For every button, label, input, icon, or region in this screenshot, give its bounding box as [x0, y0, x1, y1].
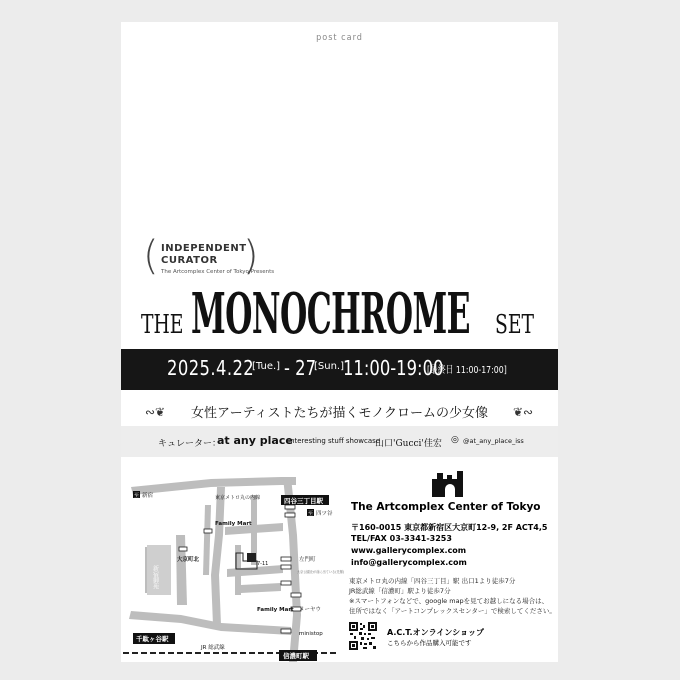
map-yotsuya: 四ツ谷 [316, 511, 333, 517]
svg-text:至: 至 [308, 511, 314, 517]
opening-hours: 11:00-19:00 [343, 356, 444, 380]
brand-name: at any place [217, 434, 293, 447]
access-line3: ※スマートフォンなどで、google mapを見てお越しになる場合は、 [349, 597, 549, 605]
map-sakamachi: 左門町 [299, 557, 316, 563]
title-prefix: THE [141, 310, 184, 340]
title-main: MONOCHROME [191, 281, 471, 347]
curator-name: 山口'Gucci'佳宏 [375, 439, 442, 449]
map-family-mart-1: Family Mart [215, 521, 252, 527]
map-shinanomachi: 信濃町駅 [283, 652, 309, 660]
gallery-address: 〒160-0015 東京都新宿区大京町12-9, 2F ACT4,5 [351, 523, 548, 532]
svg-text:至: 至 [134, 493, 140, 499]
online-shop-subtitle: こちらから作品購入可能です [387, 639, 472, 647]
map-seven: 7-11 [257, 561, 269, 567]
gallery-web-link[interactable]: www.gallerycomplex.com [351, 546, 467, 555]
map-marunouchi: 東京メトロ丸の内線 [215, 495, 261, 501]
map-jr-line: JR 総武線 [201, 645, 225, 651]
left-ornament-icon: ∾❦ [145, 405, 166, 419]
postcard [121, 22, 558, 662]
online-shop-title: A.C.T.オンラインショップ [387, 628, 484, 637]
curator-label: キュレーター： [158, 439, 222, 449]
map-yotsuya-sanchome: 四谷三丁目駅 [284, 497, 323, 505]
map-mayakyu: メーヤウ [299, 607, 322, 613]
right-paren-icon: ) [243, 233, 259, 279]
end-day: [Sun.] [314, 361, 345, 372]
access-map [121, 465, 345, 662]
start-date: 2025.4.22 [167, 356, 255, 380]
right-ornament-icon: ❦∾ [513, 405, 534, 419]
map-sendagaya: 千駄ヶ谷駅 [136, 635, 169, 643]
qr-code-icon[interactable] [349, 622, 377, 650]
date-bar [121, 349, 558, 390]
end-date: - 27 [284, 356, 317, 380]
map-daikyocho-north: 大京町北 [177, 557, 200, 563]
postcard-header: post card [316, 33, 363, 43]
access-line1: 東京メトロ丸の内線「四谷三丁目」駅 出口1より徒歩7分 [349, 577, 516, 585]
left-paren-icon: ( [143, 233, 159, 279]
map-gyoen: 新宿御苑 [151, 565, 159, 589]
castle-logo-icon [430, 471, 468, 497]
last-day-hours: [最終日 11:00-17:00] [427, 365, 507, 376]
map-shinjuku: 新宿 [142, 493, 154, 499]
exhibition-title [121, 281, 558, 350]
title-suffix: SET [495, 310, 534, 340]
independent-curator-badge [143, 233, 343, 280]
subtitle: 女性アーティストたちが描くモノクロームの少女像 [190, 406, 489, 421]
start-day: [Tue.] [252, 361, 281, 372]
instagram-handle: @at_any_place_iss [463, 437, 524, 445]
map-family-mart-2: Family Mart [257, 607, 294, 613]
gallery-info [347, 465, 556, 655]
map-ministop: ministop [299, 631, 323, 637]
brand-tagline: Interesting stuff showcase [288, 437, 381, 445]
curator-line1: INDEPENDENT [161, 243, 247, 254]
curator-line2: CURATOR [161, 255, 218, 266]
access-line2: JR総武線「信濃町」駅より徒歩7分 [349, 587, 451, 595]
curator-presents: The Artcomplex Center of Tokyo Presents [161, 269, 275, 275]
access-line4: 住所ではなく「アートコンプレックスセンター」で検索してください。 [349, 607, 556, 615]
gallery-email-link[interactable]: info@gallerycomplex.com [351, 558, 467, 567]
instagram-icon: ◎ [451, 435, 459, 445]
gallery-tel: TEL/FAX 03-3341-3253 [351, 534, 452, 543]
map-note: 大京公園北が前に出ている(先輩) [297, 570, 345, 574]
gallery-name: The Artcomplex Center of Tokyo [351, 501, 541, 513]
credits-strip [121, 426, 558, 457]
